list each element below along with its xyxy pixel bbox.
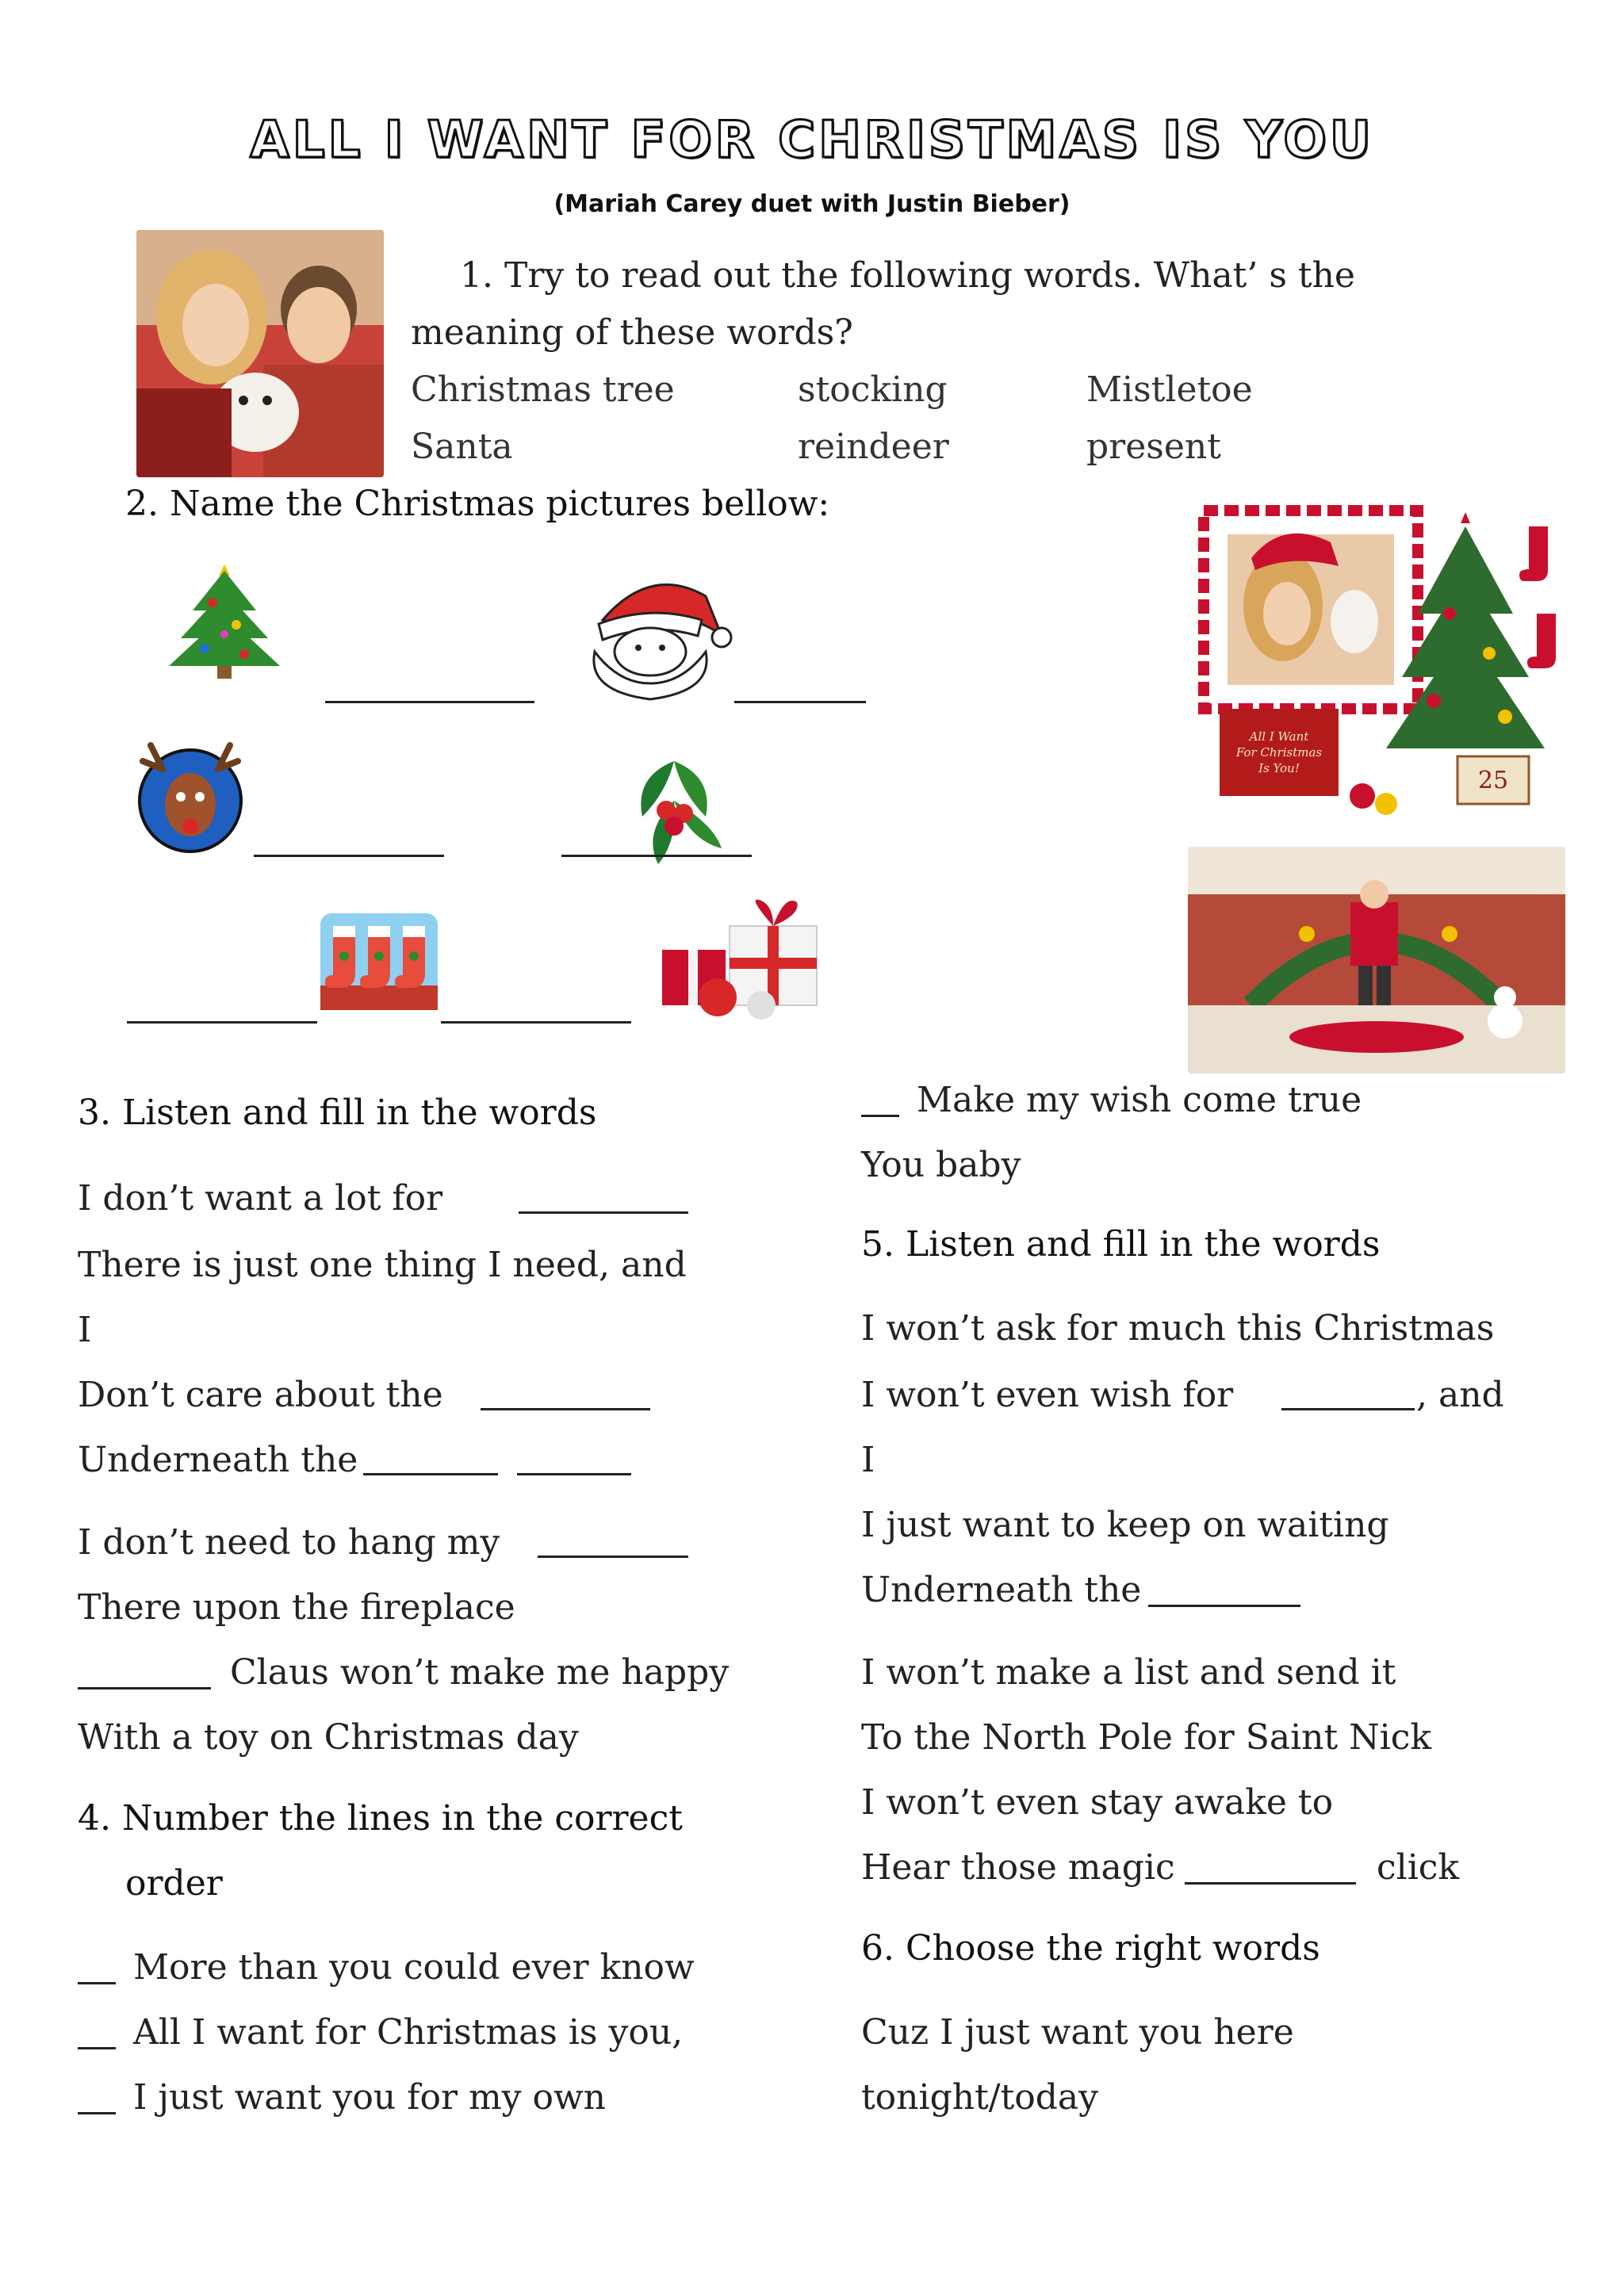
lyric-line: , and — [1416, 1375, 1504, 1415]
lyric-line: I — [78, 1310, 92, 1350]
answer-blank[interactable] — [363, 1473, 498, 1475]
vocab-word: reindeer — [798, 427, 949, 467]
order-blank[interactable] — [78, 2112, 116, 2114]
lyric-line: Don’t care about the — [78, 1375, 443, 1415]
answer-blank[interactable] — [1185, 1882, 1356, 1885]
word-choice[interactable]: tonight/today — [861, 2077, 1099, 2118]
vocab-word: stocking — [798, 369, 948, 410]
stockings-icon — [317, 910, 441, 1013]
answer-blank[interactable] — [1281, 1408, 1415, 1410]
order-blank[interactable] — [861, 1115, 899, 1117]
santa-icon — [571, 564, 733, 703]
vocab-word: Mistletoe — [1086, 369, 1253, 410]
lyric-line: More than you could ever know — [133, 1947, 695, 1988]
vocab-word: Santa — [411, 427, 513, 467]
lyric-line: Underneath the — [78, 1440, 358, 1480]
photo-singers — [136, 230, 384, 477]
lyric-line: Underneath the — [861, 1570, 1142, 1610]
lyric-line: There upon the fireplace — [78, 1587, 515, 1628]
lyric-line: I won’t even stay awake to — [861, 1782, 1334, 1823]
lyric-line: I — [861, 1440, 875, 1480]
collage-number: 25 — [1477, 767, 1509, 794]
collage-caption: All I Want — [1249, 729, 1309, 744]
lyric-line: I just want to keep on waiting — [861, 1505, 1389, 1545]
q1-instruction-line1: 1. Try to read out the following words. What’ s the — [460, 255, 1355, 296]
vocab-word: Christmas tree — [411, 369, 675, 410]
lyric-line: Cuz I just want you here — [861, 2012, 1294, 2053]
lyric-line: To the North Pole for Saint Nick — [861, 1717, 1432, 1758]
reindeer-icon — [127, 737, 254, 856]
lyric-line: I don’t need to hang my — [78, 1522, 500, 1563]
answer-blank[interactable] — [538, 1556, 688, 1558]
answer-blank[interactable] — [734, 701, 866, 703]
lyric-line: click — [1377, 1847, 1460, 1888]
lyric-line: I won’t even wish for — [861, 1375, 1234, 1415]
lyric-line: All I want for Christmas is you, — [133, 2012, 684, 2053]
order-blank[interactable] — [78, 2047, 116, 2049]
lyric-line: Make my wish come true — [917, 1080, 1362, 1120]
lyric-line: Claus won’t make me happy — [230, 1652, 730, 1693]
q5-heading: 5. Listen and fill in the words — [861, 1224, 1381, 1265]
answer-blank[interactable] — [127, 1021, 317, 1024]
q6-heading: 6. Choose the right words — [861, 1928, 1320, 1969]
collage-caption: For Christmas — [1235, 745, 1323, 760]
answer-blank[interactable] — [481, 1408, 650, 1410]
lyric-line: With a toy on Christmas day — [78, 1717, 579, 1758]
presents-icon — [650, 894, 841, 1021]
order-blank[interactable] — [78, 1982, 116, 1984]
q4-heading: 4. Number the lines in the correct — [78, 1798, 683, 1839]
lyric-line: I just want you for my own — [133, 2077, 607, 2118]
lyric-line: I won’t make a list and send it — [861, 1652, 1396, 1693]
page-title: ALL I WANT FOR CHRISTMAS IS YOU — [250, 111, 1374, 170]
lyric-line: I don’t want a lot for — [78, 1178, 443, 1219]
lyric-line: I won’t ask for much this Christmas — [861, 1308, 1495, 1349]
christmas-collage-image — [1196, 495, 1576, 820]
answer-blank[interactable] — [254, 855, 444, 857]
answer-blank[interactable] — [78, 1687, 211, 1689]
q2-heading: 2. Name the Christmas pictures bellow: — [125, 484, 830, 524]
q4-heading-cont: order — [125, 1863, 223, 1904]
christmas-tree-icon — [157, 555, 292, 682]
answer-blank[interactable] — [517, 1473, 631, 1475]
lyric-line: You baby — [861, 1145, 1021, 1185]
vocab-word: present — [1086, 427, 1221, 467]
q1-instruction-line2: meaning of these words? — [411, 312, 853, 353]
page-subtitle: (Mariah Carey duet with Justin Bieber) — [553, 190, 1071, 218]
answer-blank[interactable] — [519, 1211, 688, 1214]
answer-blank[interactable] — [561, 855, 752, 857]
photo-mall — [1188, 847, 1565, 1073]
lyric-line: There is just one thing I need, and — [78, 1245, 687, 1285]
answer-blank[interactable] — [441, 1021, 631, 1024]
collage-caption: Is You! — [1258, 761, 1300, 775]
lyric-line: Hear those magic — [861, 1847, 1175, 1888]
mistletoe-icon — [611, 745, 737, 872]
q3-heading: 3. Listen and fill in the words — [78, 1093, 597, 1133]
answer-blank[interactable] — [325, 701, 534, 703]
answer-blank[interactable] — [1148, 1605, 1300, 1607]
